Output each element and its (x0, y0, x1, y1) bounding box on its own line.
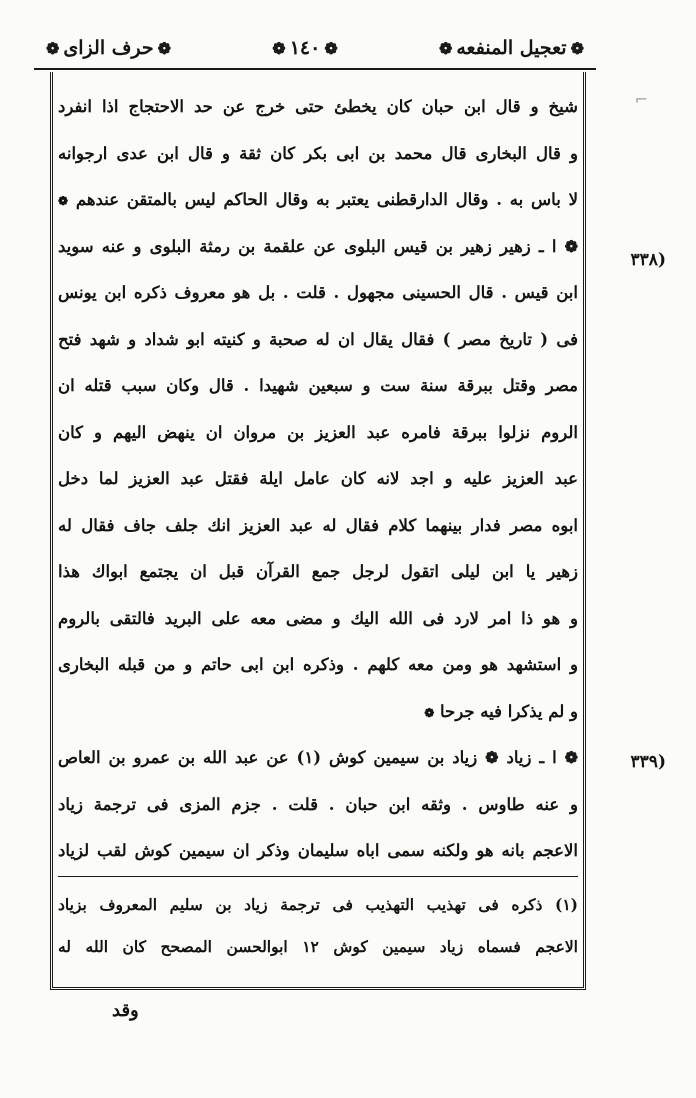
entry-head-line (58, 224, 578, 271)
book-title-text: تعجيل المنفعه (456, 37, 567, 59)
running-header (32, 26, 598, 70)
body-text (58, 84, 578, 875)
book-title (439, 37, 584, 59)
text-line-content: لا باس به . وقال الدارقطنى يعتبر به وقال الحاكم ليس بالمتقن عندهم (75, 190, 578, 209)
ornament-icon: ❁ (570, 38, 584, 58)
text-line: و هو ذا امر لارد فى الله اليك و مضى معه على البريد فالتقى بالروم (58, 608, 578, 628)
text-line: عبد العزيز عليه و اجد لانه كان عامل ايلة فقتل عبد العزيز لما دخل (58, 469, 578, 488)
entry-number-339: (٣٣٩ (630, 752, 666, 772)
entry-number-338: (٣٣٨ (630, 250, 666, 270)
entry-head-339: ا ـ زياد (506, 748, 557, 767)
text-line: ابن قيس . قال الحسينى مجهول . قلت . بل هو معروف ذكره ابن يونس (58, 283, 578, 302)
section-title-text: حرف الزاى (63, 37, 154, 59)
footnote-line: (١) ذكره فى تهذيب التهذيب فى ترجمة زياد بن سليم المعروف بزياد (58, 895, 578, 914)
ornament-icon: ❁ (46, 38, 60, 58)
text-line-content: زهير بن قيس البلوى عن علقمة بن رمثة البلوى و عنه سويد (58, 236, 492, 256)
margin-mark-icon: ⌐ (634, 90, 648, 109)
text-line: مصر وقتل ببرقة سنة ست و سبعين شهيدا . قال وكان سبب قتله ان (58, 376, 578, 395)
text-line: زهير يا ابن ليلى اتقول لرجل جمع القرآن قبل ان يجتمع ابواك هذا (58, 562, 578, 581)
entry-head-338: ا ـ زهير (499, 236, 557, 256)
ornament-icon: ❁ (564, 236, 578, 256)
text-line: شيخ و قال ابن حبان كان يخطئ حتى خرج عن حد الاحتجاج اذا انفرد (58, 97, 578, 116)
text-line (58, 177, 578, 224)
text-line: و قال البخارى قال محمد بن ابى بكر كان ثقة و قال ابن عدى ارجوانه (58, 143, 578, 163)
ornament-icon: ❁ (272, 38, 286, 58)
footnote-rule (58, 876, 578, 877)
text-line: الروم نزلوا ببرقة فامره عبد العزيز بن مروان ان ينهض اليهم و كان (58, 422, 578, 442)
catchword: وقد (112, 1000, 139, 1021)
text-line: ابوه مصر فدار بينهما كلام فقال له عبد العزيز انك جلف جاف فقال له (58, 515, 578, 535)
ornament-icon: ❁ (485, 748, 499, 767)
text-line: و استشهد هو ومن معه كلهم . وذكره ابن ابى حاتم و من قبله البخارى (58, 655, 578, 674)
text-line-content: زياد بن سيمين كوش (١) عن عبد الله بن عمرو بن العاص (58, 748, 478, 767)
text-line: فى ( تاريخ مصر ) فقال يقال ان له صحبة و كنيته ابو شداد و شهد فتح (58, 329, 578, 349)
ornament-icon: ❁ (324, 38, 338, 58)
footnote-line: الاعجم فسماه زياد سيمين كوش ١٢ ابوالحسن المصحح كان الله له (58, 937, 578, 956)
page-number-text: ١٤٠ (289, 37, 321, 59)
header-rule (34, 68, 596, 70)
text-line (58, 689, 578, 736)
text-line-content: و لم يذكرا فيه جرحا (440, 701, 578, 721)
ornament-icon: ❁ (564, 748, 578, 767)
text-line: و عنه طاوس . وثقه ابن حبان . قلت . جزم المزى فى ترجمة زياد (58, 794, 578, 814)
section-end-icon: ❁ (424, 705, 435, 720)
ornament-icon: ❁ (438, 38, 453, 58)
section-title (46, 37, 171, 59)
entry-head-line (58, 735, 578, 782)
text-line: الاعجم بانه هو ولكنه سمى اباه سليمان وذكر ان سيمين كوش لقب لزياد (58, 841, 578, 860)
ornament-icon: ❁ (157, 38, 172, 58)
section-end-icon: ❁ (58, 194, 69, 208)
footnotes (58, 884, 578, 968)
page-number (272, 37, 337, 59)
